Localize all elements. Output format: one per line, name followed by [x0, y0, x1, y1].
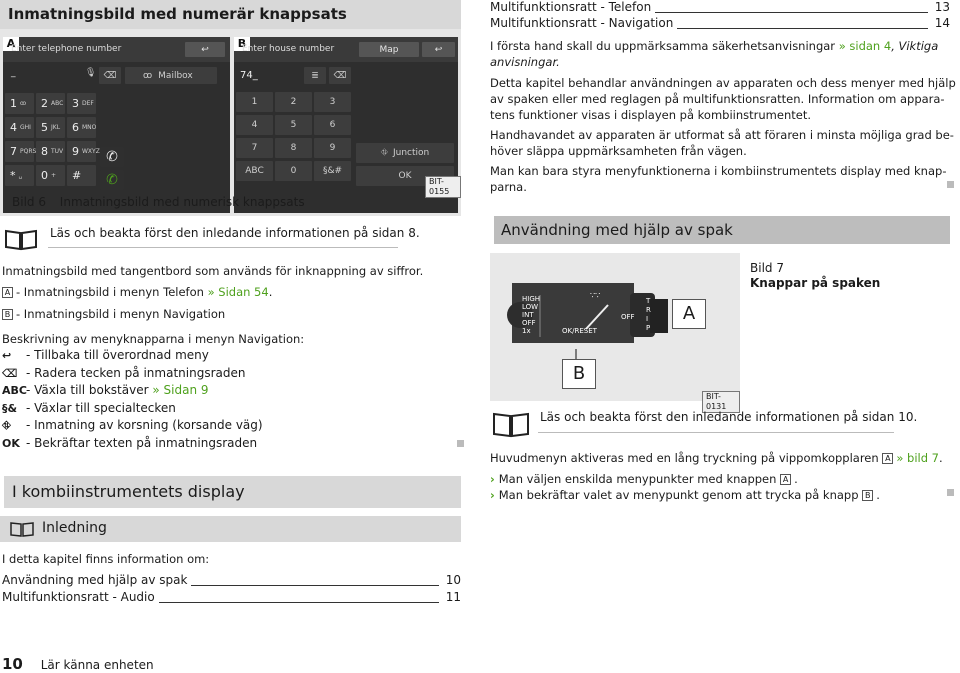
- p2-line-1: Handhavandet av apparaten är utformat så att föraren i minsta möjliga grad be-: [490, 128, 954, 142]
- map-label: Map: [379, 44, 399, 55]
- back-icon: ↩: [201, 44, 209, 55]
- bullet-text: Man bekräftar valet av menypunkt genom att trycka på knapp: [498, 488, 863, 502]
- figure-caption-right: [750, 261, 880, 291]
- book-icon: [10, 521, 34, 537]
- keypad-key[interactable]: [67, 117, 96, 138]
- key-letters: WXYZ: [82, 148, 100, 155]
- callout-b: B: [562, 359, 596, 389]
- keypad-key[interactable]: [314, 92, 351, 112]
- key-label: 3: [329, 97, 336, 107]
- item-text: - Växla till bokstäver: [26, 383, 153, 397]
- read-note-left: [0, 223, 461, 253]
- key-label: 8: [290, 143, 297, 153]
- key-b: B: [2, 309, 13, 320]
- key-letters: TUV: [51, 148, 64, 155]
- callout-a: A: [672, 299, 706, 329]
- toc-entry[interactable]: [2, 573, 461, 589]
- key-a: A: [882, 453, 893, 464]
- period: .: [794, 472, 798, 486]
- delete-icon: ⌫: [333, 70, 347, 81]
- menu-button-item: [2, 435, 257, 452]
- p3-line-2: parna.: [490, 180, 527, 194]
- call-button[interactable]: [100, 147, 124, 167]
- toc-label: Användning med hjälp av spak: [2, 573, 191, 587]
- p1-line-1: Detta kapitel behandlar användningen av apparaten och dess menyer med hjälp: [490, 76, 956, 90]
- item-icon: ⌫: [2, 366, 18, 380]
- end-square: [947, 181, 954, 188]
- lever-label: LOW: [522, 303, 539, 311]
- key-a: A: [2, 287, 13, 298]
- section-accent: [490, 216, 494, 244]
- keypad-key[interactable]: [275, 115, 312, 135]
- keypad-key[interactable]: [36, 117, 65, 138]
- keypad-key[interactable]: [36, 165, 65, 186]
- screen-a-header-text: Enter telephone number: [11, 44, 122, 54]
- toc-page: 10: [445, 573, 461, 587]
- map-button[interactable]: [359, 42, 419, 57]
- keypad-key[interactable]: [236, 92, 273, 112]
- keypad-key[interactable]: [5, 165, 34, 186]
- item-icon: ⛗: [2, 419, 11, 432]
- menu-button-item: [2, 382, 209, 399]
- bullet-item: [490, 471, 798, 487]
- item-text: - Bekräftar texten på inmatningsraden: [26, 435, 258, 450]
- read-note-text: Läs och beakta först den inledande informationen på sidan 10.: [540, 410, 918, 424]
- keypad-key[interactable]: [275, 92, 312, 112]
- keypad-key[interactable]: [5, 93, 34, 114]
- key-label: 5: [290, 120, 297, 130]
- key-label: 9: [329, 143, 336, 153]
- key-letters: +: [51, 172, 57, 179]
- junction-icon: ⛗: [380, 148, 388, 158]
- lever-figure: [490, 253, 740, 411]
- rule: [538, 432, 894, 433]
- key-label: ABC: [245, 166, 264, 176]
- section-bar-left: [0, 476, 461, 508]
- wiper-off-label: OFF: [621, 313, 635, 321]
- item-text: - Radera tecken på inmatningsraden: [26, 365, 246, 380]
- key-letters: ꝏ: [20, 100, 27, 107]
- key-label: 7: [251, 143, 258, 153]
- phone-input[interactable]: _: [11, 68, 16, 78]
- subsection-title: Inledning: [42, 520, 107, 536]
- intro-paragraph: Inmatningsbild med tangentbord som används för inknappning av siffror.: [2, 264, 424, 278]
- screen-a-link[interactable]: » Sidan 54: [207, 285, 269, 299]
- toc-entry[interactable]: [490, 0, 950, 16]
- safety-text: I första hand skall du uppmärksamma säkerhetsanvisningar: [490, 39, 836, 53]
- caption-text: Inmatningsbild med numerisk knappsats: [59, 195, 305, 209]
- keypad-key[interactable]: [236, 115, 273, 135]
- subsection-bar: [0, 516, 461, 542]
- rule: [48, 247, 398, 248]
- key-label: §&#: [322, 166, 343, 176]
- key-label: 4: [251, 120, 258, 130]
- screen-b-header: [234, 37, 458, 62]
- item-text: - Växlar till specialtecken: [26, 400, 176, 415]
- answer-button[interactable]: [100, 170, 124, 190]
- item-icon: ABC: [2, 384, 27, 397]
- key-label: 2: [290, 97, 297, 107]
- item-icon: §&: [2, 401, 18, 415]
- p1-line-2: av spaken eller med reglagen på multifunktionsratten. Information om appara-: [490, 92, 945, 106]
- key-box: A: [780, 474, 791, 485]
- key-digit: 3: [72, 97, 79, 110]
- keypad-key[interactable]: [36, 93, 65, 114]
- delete-icon: ⌫: [103, 70, 117, 81]
- description-title: Beskrivning av menyknapparna i menyn Navigation:: [2, 332, 305, 346]
- toc-entry[interactable]: [490, 16, 950, 32]
- key-digit: 6: [72, 121, 79, 134]
- keypad-key[interactable]: [314, 161, 351, 181]
- figure-code: BIT-0155: [425, 176, 461, 198]
- main-menu-paragraph: [490, 450, 943, 466]
- lever-label: INT: [522, 311, 534, 319]
- screen-b-text: - Inmatningsbild i menyn Navigation: [16, 307, 226, 321]
- figure-title-bar: [0, 0, 461, 29]
- screen-b-line: [2, 306, 225, 322]
- key-label: 0: [290, 166, 297, 176]
- key-digit: 4: [10, 121, 17, 134]
- chevron-right-icon: ›: [490, 472, 495, 486]
- p3-line-1: Man kan bara styra menyfunktionerna i kombiinstrumentets display med knap-: [490, 164, 947, 178]
- trip-letter: T: [646, 297, 651, 305]
- figure-link[interactable]: » bild 7: [896, 451, 939, 465]
- back-icon: ↩: [434, 44, 443, 55]
- screen-a-letter: A: [3, 37, 19, 51]
- key-label: 1: [251, 97, 258, 107]
- keypad-key[interactable]: [275, 161, 312, 181]
- key-letters: JKL: [51, 124, 61, 131]
- back-button-b[interactable]: [422, 42, 455, 57]
- menu-button-item: [2, 400, 176, 417]
- list-button[interactable]: [304, 67, 326, 84]
- keypad-key[interactable]: [275, 138, 312, 158]
- keypad-key[interactable]: [67, 141, 100, 162]
- caption-label: Bild 6: [12, 195, 46, 209]
- ok-reset-label: OK/RESET: [562, 327, 597, 335]
- ok-label: OK: [398, 171, 412, 181]
- back-button[interactable]: [185, 42, 225, 57]
- section-accent: [0, 476, 4, 508]
- menu-button-item: [2, 417, 263, 434]
- caption-label: Bild 7: [750, 261, 784, 275]
- key-digit: 0: [41, 169, 48, 182]
- trip-letter: P: [646, 324, 651, 332]
- keypad-key[interactable]: [5, 141, 37, 162]
- figure-caption: [12, 195, 305, 209]
- lever-label: 1x: [522, 327, 531, 335]
- safety-italic: , Viktiga anvisningar.: [490, 39, 939, 69]
- key-box: B: [862, 490, 873, 501]
- caption-text: Knappar på spaken: [750, 276, 881, 290]
- key-letters: ␣: [18, 172, 23, 179]
- keypad-key[interactable]: [236, 138, 273, 158]
- key-digit: 7: [10, 145, 17, 158]
- keypad-key[interactable]: [67, 165, 96, 186]
- page-footer: [2, 655, 154, 673]
- toc-page: 14: [934, 16, 950, 30]
- menu-button-item: [2, 365, 245, 382]
- phone-icon: ✆: [106, 149, 118, 165]
- menu-button-item: [2, 347, 209, 364]
- main-menu-text: Huvudmenyn aktiveras med en lång tryckning på vippomkopplaren: [490, 451, 883, 465]
- keypad-key[interactable]: [36, 141, 65, 162]
- lever-label: HIGH: [522, 295, 541, 303]
- item-text: - Inmatning av korsning (korsande väg): [26, 418, 263, 432]
- page-label: Lär känna enheten: [40, 658, 154, 672]
- junction-label: Junction: [392, 148, 430, 158]
- delete-button[interactable]: [99, 67, 121, 84]
- item-text: - Tillbaka till överordnad meny: [26, 348, 209, 362]
- key-letters: DEF: [82, 100, 94, 107]
- keypad-key[interactable]: [236, 161, 273, 181]
- mailbox-label: Mailbox: [158, 70, 193, 81]
- book-icon: [492, 410, 530, 438]
- washer-icon: ∵∵: [590, 291, 601, 300]
- screen-a: [3, 37, 230, 213]
- item-icon: OK: [2, 436, 20, 450]
- item-icon: ↩: [2, 349, 12, 362]
- keypad-key[interactable]: [314, 115, 351, 135]
- item-link[interactable]: » Sidan 9: [152, 383, 209, 397]
- screen-a-text: - Inmatningsbild i menyn Telefon: [16, 285, 208, 299]
- key-letters: ABC: [51, 100, 64, 107]
- screen-b-header-text: Enter house number: [242, 44, 335, 54]
- microphone-icon: 🎙: [85, 68, 97, 78]
- trip-labels: [646, 297, 651, 333]
- key-digit: 9: [72, 145, 79, 158]
- key-letters: MNO: [82, 124, 97, 131]
- read-note-text: Läs och beakta först den inledande informationen på sidan 8.: [50, 226, 420, 240]
- keypad-key[interactable]: [5, 117, 34, 138]
- period: .: [938, 451, 943, 465]
- junction-button[interactable]: [356, 143, 454, 163]
- read-note-right: [490, 406, 950, 440]
- key-digit: 2: [41, 97, 48, 110]
- key-letters: GHI: [20, 124, 31, 131]
- screen-a-header: [3, 37, 230, 62]
- trip-letter: R: [646, 306, 651, 314]
- key-label: 6: [329, 120, 336, 130]
- key-digit: 8: [41, 145, 48, 158]
- toc-label: Multifunktionsratt - Navigation: [490, 16, 677, 30]
- toc-label: Multifunktionsratt - Audio: [2, 590, 159, 604]
- end-square: [457, 440, 464, 447]
- safety-paragraph: [490, 38, 950, 70]
- period: .: [268, 285, 273, 299]
- mailbox-button[interactable]: [125, 67, 217, 84]
- bullet-text: Man väljen enskilda menypunkter med knappen: [498, 472, 781, 486]
- screen-b-letter: B: [234, 37, 250, 51]
- key-digit: 1: [10, 97, 17, 110]
- screen-a-line: [2, 284, 272, 300]
- toc-entry[interactable]: [2, 590, 461, 606]
- lever-label: OFF: [522, 319, 536, 327]
- p1-line-3: tens funktioner visas i displayen på kombiinstrumentet.: [490, 108, 811, 122]
- book-icon: [4, 227, 38, 251]
- lever-labels: [522, 295, 540, 335]
- lever-figure-code: BIT-0131: [702, 391, 740, 413]
- green-phone-icon: ✆: [106, 172, 118, 188]
- toc-label: Multifunktionsratt - Telefon: [490, 0, 655, 14]
- section-title-left: I kombiinstrumentets display: [12, 482, 245, 501]
- screen-a-input-row: [3, 65, 230, 87]
- delete-button-b[interactable]: [329, 67, 351, 84]
- p2-line-2: höver släppa uppmärksamheten från vägen.: [490, 144, 747, 158]
- house-number-input[interactable]: 74_: [240, 70, 258, 81]
- key-letters: PQRS: [20, 148, 37, 155]
- key-digit: #: [72, 169, 82, 182]
- figure-frame: [0, 29, 461, 216]
- keypad-key[interactable]: [67, 93, 96, 114]
- end-square: [947, 489, 954, 496]
- keypad-key[interactable]: [314, 138, 351, 158]
- section-title-right: Användning med hjälp av spak: [501, 221, 733, 239]
- figure-title: Inmatningsbild med numerär knappsats: [8, 5, 347, 23]
- chapter-intro: I detta kapitel finns information om:: [2, 552, 210, 566]
- trip-letter: I: [646, 315, 649, 323]
- mailbox-icon: ꝏ: [143, 70, 153, 81]
- key-digit: *: [10, 169, 16, 182]
- page-number: 10: [2, 655, 23, 673]
- list-icon: ≣: [311, 70, 319, 81]
- key-digit: 5: [41, 121, 48, 134]
- toc-page: 11: [445, 590, 461, 604]
- bullet-item: [490, 487, 880, 503]
- safety-link[interactable]: » sidan 4: [838, 39, 892, 53]
- period: .: [876, 488, 880, 502]
- section-bar-right: [490, 216, 950, 244]
- toc-page: 13: [934, 0, 950, 14]
- chevron-right-icon: ›: [490, 488, 495, 502]
